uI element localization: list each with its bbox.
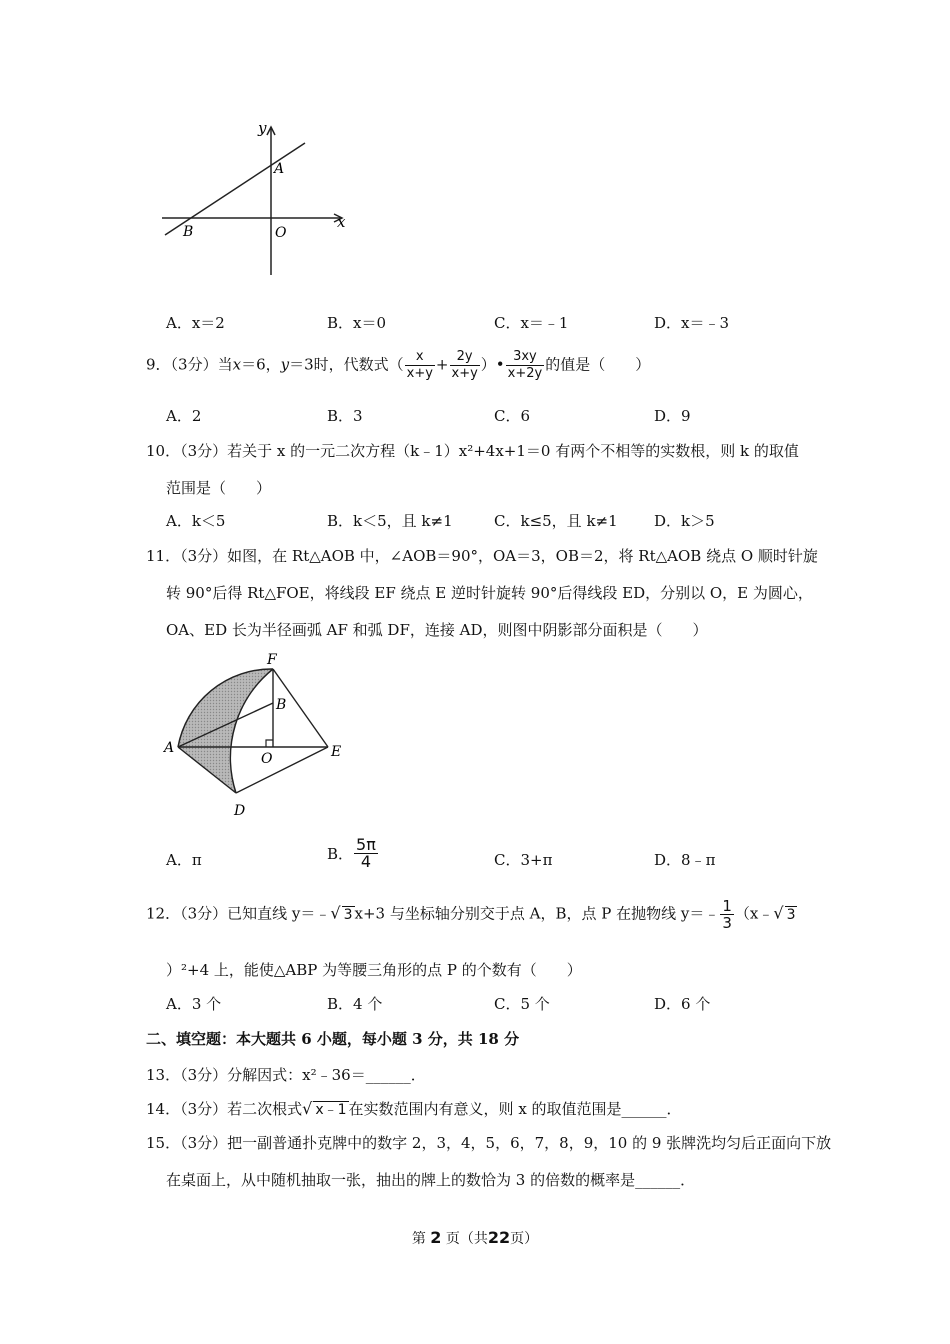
q10-line-2: 范围是（ ）: [166, 479, 272, 497]
q15-line-1: 15．（3分）把一副普通扑克牌中的数字 2，3，4，5，6，7，8，9，10 的 9 张牌洗均匀后正面向下放: [146, 1134, 832, 1152]
q11-option-a: A．π: [166, 851, 202, 869]
q11-line-1: 11．（3分）如图，在 Rt△AOB 中，∠AOB＝90°，OA＝3，OB＝2，将 Rt△AOB 绕点 O 顺时针旋: [146, 547, 818, 565]
q11-option-d: D．8﹣π: [654, 851, 716, 869]
q9-option-d: D．9: [654, 407, 691, 425]
q9-eq2: ＝3时，代数式（: [289, 355, 404, 374]
label-e: E: [331, 744, 342, 760]
q11-line-2: 转 90°后得 Rt△FOE，将线段 EF 绕点 E 逆时针旋转 90°后得线段 ED，分别以 O，E 为圆心，: [166, 584, 813, 602]
q12-option-d: D．6 个: [654, 995, 711, 1013]
q11-option-b-fraction: $\frac{5\pi}{4}$: [356, 835, 376, 871]
q9-dot: ）•: [480, 355, 505, 374]
q10-line-1: 10．（3分）若关于 x 的一元二次方程（k﹣1）x²+4x+1＝0 有两个不相等的实数根，则 k 的取值: [146, 442, 799, 460]
label-a: A: [274, 161, 285, 177]
q9-option-c: C．6: [494, 407, 531, 425]
q11-line-3: OA、ED 长为半径画弧 AF 和弧 DF，连接 AD，则图中阴影部分面积是（ ）: [166, 621, 708, 639]
label-o: O: [275, 225, 287, 241]
q9-var-y: y: [280, 355, 290, 374]
q12-fraction: $\frac{1}{3}$: [722, 897, 732, 932]
q10-option-d: D．k＞5: [654, 512, 715, 530]
q12-sqrt-1: 3: [343, 906, 353, 923]
right-angle-mark: [266, 740, 273, 747]
q8-option-d: D．x＝﹣3: [654, 314, 730, 332]
label-b: B: [276, 697, 287, 713]
label-a: A: [164, 740, 175, 756]
q9-fraction-2: $\frac{2y}{x+y}$: [451, 349, 478, 381]
section-2-heading: 二、填空题：本大题共 6 小题，每小题 3 分，共 18 分: [146, 1030, 520, 1048]
question-13: 13．（3分）分解因式：x²﹣36＝______．: [146, 1066, 426, 1084]
label-d: D: [234, 803, 246, 819]
q10-option-b: B．k＜5，且 k≠1: [327, 512, 453, 530]
page-total: 22: [487, 1228, 511, 1247]
q10-option-c: C．k≤5，且 k≠1: [494, 512, 618, 530]
q9-eq1: ＝6，: [241, 355, 281, 374]
q12-sqrt-2: 3: [786, 906, 796, 923]
q9-fraction-1: $\frac{x}{x+y}$: [406, 349, 433, 381]
page-number: 2: [430, 1228, 442, 1247]
q8-figure: [150, 115, 360, 285]
q9-tail: 的值是（ ）: [545, 355, 651, 374]
q9-number: 9．: [146, 355, 171, 374]
q9-option-b: B．3: [327, 407, 363, 425]
label-b: B: [183, 224, 194, 240]
q15-line-2: 在桌面上，从中随机抽取一张，抽出的牌上的数恰为 3 的倍数的概率是______．: [166, 1171, 696, 1189]
q10-option-a: A．k＜5: [166, 512, 226, 530]
label-o: O: [261, 751, 273, 767]
label-x: x: [337, 213, 346, 231]
q8-option-b: B．x＝0: [327, 314, 387, 332]
shaded-region: [178, 669, 273, 793]
question-9: [146, 349, 650, 382]
q9-option-a: A．2: [166, 407, 202, 425]
page-footer: 第 2 页（共22页）: [411, 1228, 539, 1247]
line-ab: [165, 143, 305, 235]
question-14: 14．（3分）若二次根式√ x﹣1 在实数范围内有意义，则 x 的取值范围是______．: [146, 1099, 682, 1118]
q11-option-c: C．3+π: [494, 851, 553, 869]
q14-radicand: x﹣1: [315, 1102, 347, 1118]
q12-option-a: A．3 个: [166, 995, 222, 1013]
q12-line-2: ）²+4 上，能使△ABP 为等腰三角形的点 P 的个数有（ ）: [166, 961, 582, 979]
q8-option-c: C．x＝﹣1: [494, 314, 569, 332]
q12-line-1: 12．（3分）已知直线 y＝﹣√ 3 x+3 与坐标轴分别交于点 A，B，点 P 在抛物线 y＝﹣ $\frac{1}{3}$ （x﹣√ 3: [146, 897, 796, 932]
q9-plus: +: [435, 355, 449, 374]
q9-score: （3分）当: [170, 355, 233, 374]
q12-option-b: B．4 个: [327, 995, 383, 1013]
q8-option-a: A．x＝2: [166, 314, 225, 332]
q12-option-c: C．5 个: [494, 995, 550, 1013]
q9-fraction-3: $\frac{3xy}{x+2y}$: [507, 349, 543, 381]
label-f: F: [267, 652, 277, 668]
q11-option-b: B． $\frac{5\pi}{4}$: [327, 835, 376, 871]
label-y: y: [258, 119, 267, 137]
q9-var-x: x: [232, 355, 242, 374]
q11-figure: [158, 648, 358, 824]
